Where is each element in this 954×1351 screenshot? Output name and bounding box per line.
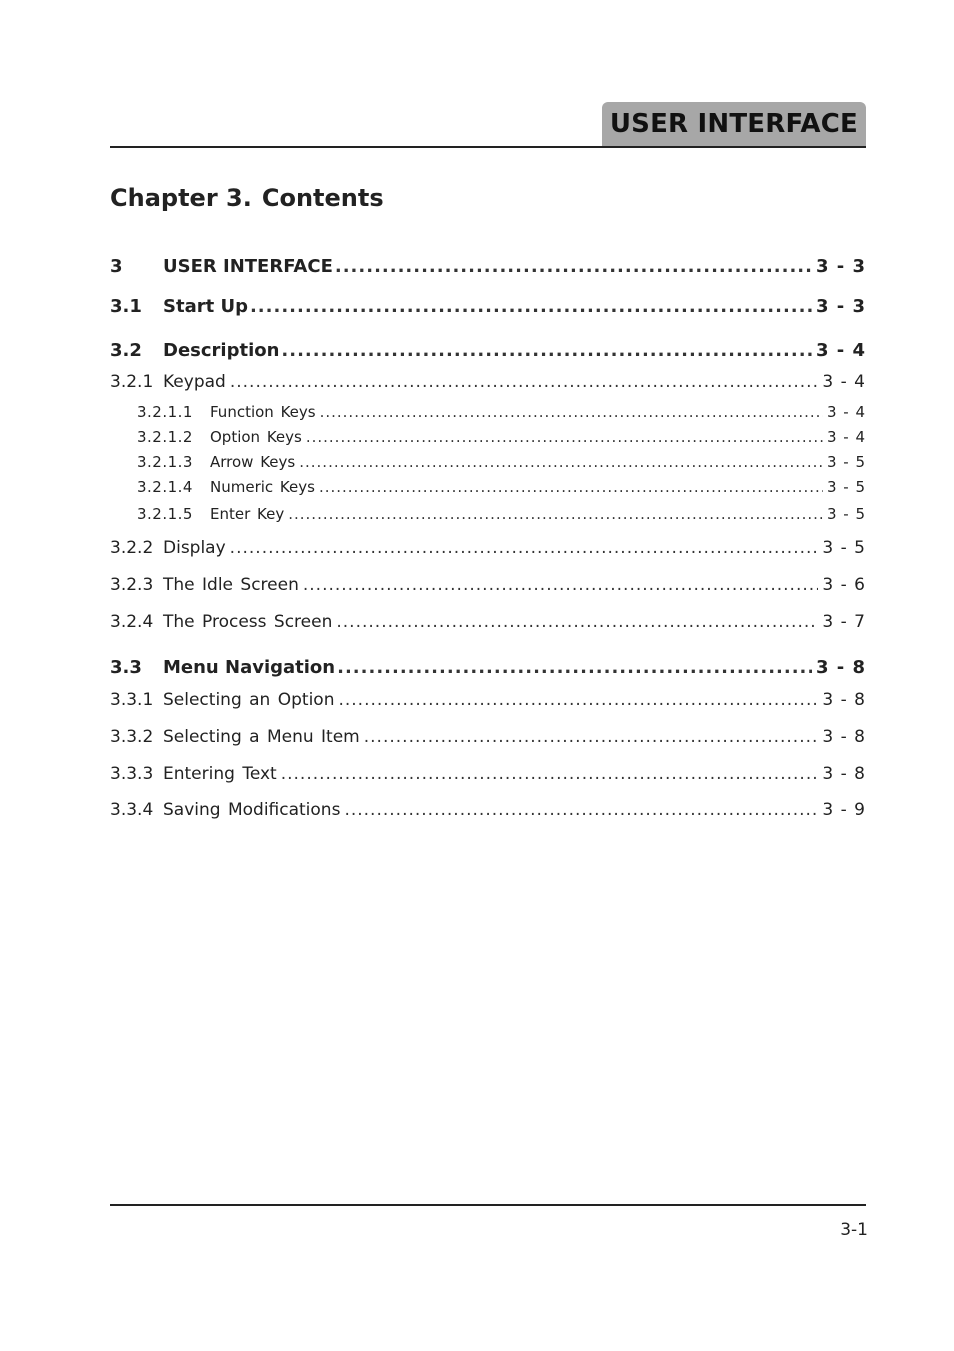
page-number: 3-1 <box>840 1220 868 1240</box>
toc-entry-page: 3 - 8 <box>822 764 866 784</box>
footer-rule <box>110 1204 866 1206</box>
toc-entry-page: 3 - 4 <box>815 340 866 361</box>
toc-entry-number: 3 <box>110 256 123 277</box>
toc-entry-page: 3 - 4 <box>826 428 866 446</box>
toc-dot-leader <box>319 478 823 496</box>
toc-dot-leader <box>335 256 812 277</box>
toc-dot-leader <box>299 453 823 471</box>
toc-entry-page: 3 - 4 <box>826 403 866 421</box>
toc-entry <box>110 478 866 496</box>
toc-dot-leader <box>230 538 819 558</box>
toc-entry <box>110 575 866 595</box>
toc-dot-leader <box>344 800 818 820</box>
toc-entry <box>110 453 866 471</box>
toc-entry-number: 3.3 <box>110 657 142 678</box>
toc-entry-number: 3.2.1.2 <box>137 428 193 446</box>
toc-entry-page: 3 - 9 <box>822 800 866 820</box>
toc-entry-title: Start Up <box>163 296 248 317</box>
toc-entry-page: 3 - 8 <box>822 690 866 710</box>
toc-dot-leader <box>250 296 812 317</box>
toc-entry-number: 3.3.3 <box>110 764 154 784</box>
toc-entry-title: Option Keys <box>210 428 302 446</box>
toc-dot-leader <box>306 428 823 446</box>
toc-entry-page: 3 - 5 <box>826 505 866 523</box>
toc-entry-number: 3.3.2 <box>110 727 154 747</box>
toc-entry-page: 3 - 7 <box>822 612 866 632</box>
toc-dot-leader <box>303 575 819 595</box>
toc-entry <box>110 256 866 277</box>
toc-dot-leader <box>281 764 819 784</box>
toc-dot-leader <box>338 690 818 710</box>
toc-entry-title: Saving Modifications <box>163 800 341 820</box>
header-rule <box>110 146 866 148</box>
toc-entry-title: Keypad <box>163 372 226 392</box>
toc-entry-title: USER INTERFACE <box>163 256 333 277</box>
toc-entry-number: 3.2.4 <box>110 612 154 632</box>
toc-entry-number: 3.2.1.5 <box>137 505 193 523</box>
toc-entry-number: 3.2.1.4 <box>137 478 193 496</box>
toc-entry-number: 3.2 <box>110 340 142 361</box>
toc-entry <box>110 372 866 392</box>
toc-entry <box>110 612 866 632</box>
toc-entry-page: 3 - 5 <box>826 453 866 471</box>
toc-entry-title: Numeric Keys <box>210 478 315 496</box>
toc-entry-title: The Idle Screen <box>163 575 299 595</box>
toc-entry-number: 3.3.1 <box>110 690 154 710</box>
toc-entry-title: Selecting a Menu Item <box>163 727 360 747</box>
chapter-title <box>110 184 384 212</box>
toc-entry <box>110 505 866 523</box>
toc-dot-leader <box>336 612 818 632</box>
toc-entry <box>110 340 866 361</box>
toc-entry-page: 3 - 8 <box>815 657 866 678</box>
toc-entry-title: Display <box>163 538 226 558</box>
toc-entry-number: 3.2.1 <box>110 372 154 392</box>
toc-entry-title: Enter Key <box>210 505 285 523</box>
chapter-heading: Contents <box>261 184 384 212</box>
chapter-label: Chapter 3. <box>110 184 252 212</box>
toc-entry-title: Menu Navigation <box>163 657 336 678</box>
toc-entry-page: 3 - 5 <box>826 478 866 496</box>
toc-entry-page: 3 - 4 <box>822 372 866 392</box>
toc-entry-page: 3 - 3 <box>815 296 866 317</box>
section-header-badge: USER INTERFACE <box>602 102 866 146</box>
toc-entry-number: 3.2.1.1 <box>137 403 193 421</box>
toc-entry <box>110 764 866 784</box>
toc-dot-leader <box>281 340 812 361</box>
toc-entry-page: 3 - 3 <box>815 256 866 277</box>
toc-entry <box>110 727 866 747</box>
toc-entry-title: Selecting an Option <box>163 690 335 710</box>
toc-dot-leader <box>364 727 819 747</box>
toc-dot-leader <box>337 657 812 678</box>
toc-entry <box>110 800 866 820</box>
toc-entry-number: 3.2.2 <box>110 538 154 558</box>
toc-entry-page: 3 - 6 <box>822 575 866 595</box>
toc-entry-title: Entering Text <box>163 764 277 784</box>
toc-entry-page: 3 - 8 <box>822 727 866 747</box>
toc-entry <box>110 428 866 446</box>
toc-dot-leader <box>288 505 823 523</box>
toc-entry-title: Arrow Keys <box>210 453 296 471</box>
toc-entry-number: 3.3.4 <box>110 800 154 820</box>
toc-entry-number: 3.1 <box>110 296 142 317</box>
toc-entry <box>110 690 866 710</box>
toc-entry-number: 3.2.1.3 <box>137 453 193 471</box>
toc-entry <box>110 538 866 558</box>
toc-entry <box>110 657 866 678</box>
toc-entry <box>110 403 866 421</box>
toc-entry-title: Function Keys <box>210 403 316 421</box>
toc-dot-leader <box>230 372 819 392</box>
toc-entry-title: Description <box>163 340 280 361</box>
toc-entry-title: The Process Screen <box>163 612 333 632</box>
toc-dot-leader <box>320 403 823 421</box>
toc-entry <box>110 296 866 317</box>
toc-entry-number: 3.2.3 <box>110 575 154 595</box>
toc-entry-page: 3 - 5 <box>822 538 866 558</box>
